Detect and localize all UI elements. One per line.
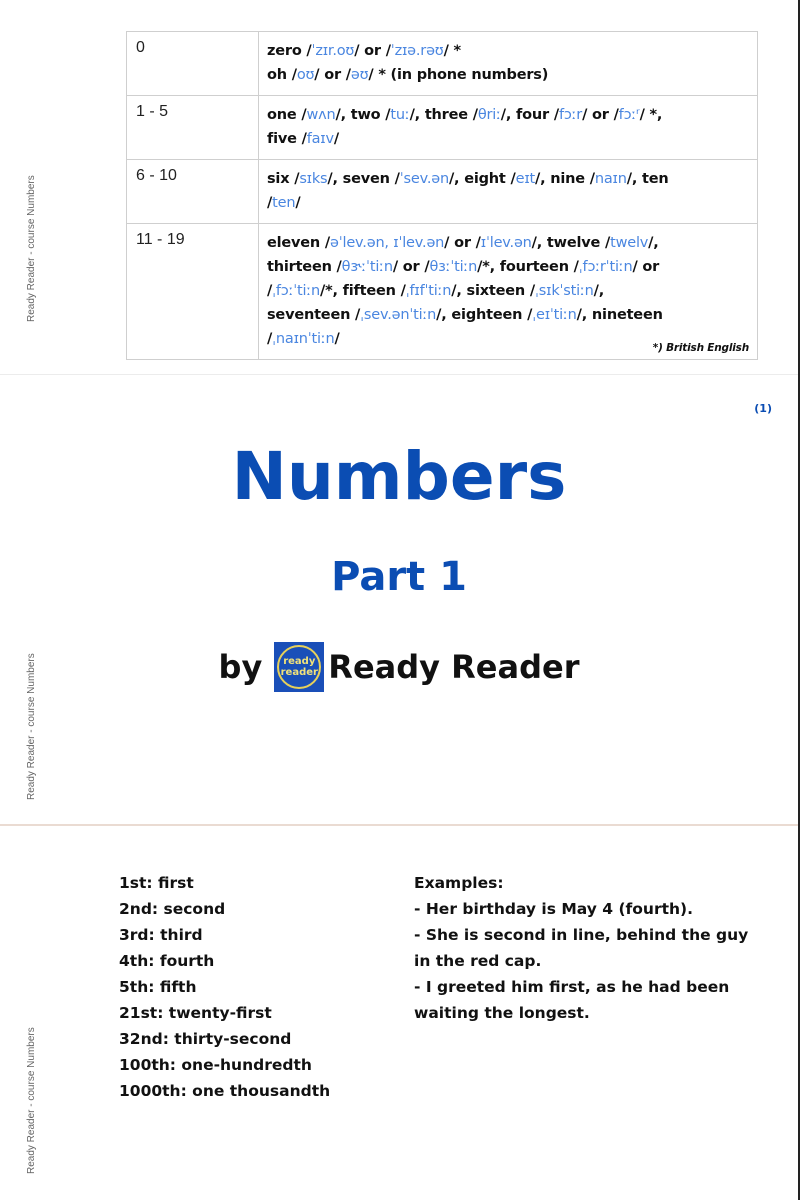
ordinal-item: 5th: fifth: [119, 978, 197, 996]
word-text: six /: [267, 171, 300, 187]
pronunciation-line: [267, 63, 749, 87]
word-text: seventeen /: [267, 307, 361, 323]
example-item: - She is second in line, behind the guy in the red cap.: [414, 926, 749, 970]
word-text: / or /: [392, 259, 430, 275]
ready-reader-logo-icon: [274, 642, 324, 692]
word-text: /: [267, 195, 273, 211]
word-text: / or: [632, 259, 660, 275]
ipa-transcription: ˌsev.ənˈtiːn: [360, 307, 437, 323]
ordinal-item: 1st: first: [119, 874, 194, 892]
pronunciation-line: [267, 191, 749, 215]
word-text: /*, fourteen /: [477, 259, 579, 275]
ipa-transcription: ˌfɪfˈtiːn: [405, 283, 452, 299]
examples-block: [414, 870, 764, 1026]
number-range-cell: 6 - 10: [127, 160, 259, 224]
table-row: [127, 160, 758, 224]
side-label: Ready Reader - course Numbers: [26, 175, 37, 322]
ipa-transcription: tuː: [390, 107, 410, 123]
ipa-transcription: ˌsɪkˈstiːn: [534, 283, 594, 299]
pronunciation-cell: [259, 32, 758, 96]
word-text: /,: [593, 283, 605, 299]
ordinal-item: 4th: fourth: [119, 952, 215, 970]
word-text: five /: [267, 131, 307, 147]
slide-title: [0, 376, 798, 826]
ipa-transcription: faɪv: [306, 131, 334, 147]
word-text: / or /: [314, 67, 351, 83]
word-text: / *: [443, 43, 461, 59]
pronunciation-line: [267, 127, 749, 151]
examples-heading: Examples:: [414, 874, 504, 892]
example-item: - Her birthday is May 4 (fourth).: [414, 900, 694, 918]
word-text: / or /: [582, 107, 619, 123]
word-text: /, eighteen /: [436, 307, 533, 323]
word-text: /: [267, 283, 273, 299]
pronunciation-line: [267, 303, 749, 327]
table-row: [127, 32, 758, 96]
word-text: eleven /: [267, 235, 330, 251]
word-text: /*, fifteen /: [320, 283, 406, 299]
word-text: /, nine /: [535, 171, 595, 187]
ipa-transcription: wʌn: [306, 107, 336, 123]
ordinal-item: 32nd: thirty-second: [119, 1030, 292, 1048]
ipa-transcription: ˌeɪˈtiːn: [532, 307, 577, 323]
ipa-transcription: ˌfɔːˈtiːn: [272, 283, 321, 299]
ipa-transcription: ˈzɪr.oʊ: [311, 43, 355, 59]
ipa-transcription: ˈsev.ən: [399, 171, 449, 187]
ordinal-item: 1000th: one thousandth: [119, 1082, 331, 1100]
word-text: /, sixteen /: [451, 283, 535, 299]
ipa-transcription: eɪt: [515, 171, 535, 187]
pronunciation-cell: [259, 160, 758, 224]
word-text: / or /: [354, 43, 391, 59]
ipa-transcription: əʊ: [350, 67, 369, 83]
byline: [0, 642, 798, 692]
word-text: /: [295, 195, 301, 211]
ipa-transcription: θɝːˈtiːn: [341, 259, 393, 275]
slide-cardinal-numbers: [0, 0, 798, 375]
ipa-transcription: ten: [272, 195, 296, 211]
pronunciation-line: [267, 231, 749, 255]
ipa-transcription: ɪˈlev.ən: [480, 235, 532, 251]
ipa-transcription: fɔːr: [558, 107, 583, 123]
word-text: /,: [648, 235, 659, 251]
word-text: /, seven /: [327, 171, 400, 187]
page-subtitle: Part 1: [331, 554, 467, 600]
slide-ordinals: [0, 828, 798, 1200]
pronunciation-cell: [259, 96, 758, 160]
ipa-transcription: θɜːˈtiːn: [429, 259, 478, 275]
word-text: /: [334, 331, 340, 347]
side-label: Ready Reader - course Numbers: [26, 1027, 37, 1174]
ipa-transcription: twelv: [610, 235, 649, 251]
footnote-british-english: *) British English: [652, 342, 749, 354]
pronunciation-line: [267, 167, 749, 191]
word-text: /: [267, 331, 273, 347]
word-text: /: [333, 131, 339, 147]
ipa-transcription: ˌfɔːrˈtiːn: [578, 259, 633, 275]
word-text: / or /: [444, 235, 481, 251]
ipa-transcription: naɪn: [594, 171, 627, 187]
word-text: /, twelve /: [531, 235, 611, 251]
ipa-transcription: θriː: [477, 107, 501, 123]
ordinal-item: 3rd: third: [119, 926, 203, 944]
side-label: Ready Reader - course Numbers: [26, 653, 37, 800]
word-text: /, three /: [409, 107, 478, 123]
word-text: oh /: [267, 67, 297, 83]
ordinal-item: 21st: twenty-first: [119, 1004, 272, 1022]
word-text: one /: [267, 107, 307, 123]
ipa-transcription: fɔːʳ: [618, 107, 640, 123]
ipa-transcription: sɪks: [299, 171, 328, 187]
ordinals-list: [119, 870, 330, 1104]
logo-text-1: ready: [283, 656, 316, 667]
word-text: / *,: [639, 107, 663, 123]
number-range-cell: 1 - 5: [127, 96, 259, 160]
number-range-cell: 11 - 19: [127, 224, 259, 360]
word-text: zero /: [267, 43, 312, 59]
ipa-transcription: ˈzɪə.rəʊ: [390, 43, 444, 59]
number-range-cell: 0: [127, 32, 259, 96]
byline-by: by: [218, 648, 263, 686]
word-text: /, two /: [335, 107, 391, 123]
ipa-transcription: əˈlev.ən, ɪˈlev.ən: [330, 235, 445, 251]
pronunciation-cell: [259, 224, 758, 360]
table-row: [127, 96, 758, 160]
word-text: / * (in phone numbers): [368, 67, 549, 83]
numbers-table: [126, 31, 758, 360]
ordinal-item: 100th: one-hundredth: [119, 1056, 312, 1074]
pronunciation-line: [267, 103, 749, 127]
word-text: /, four /: [500, 107, 559, 123]
page-title: Numbers: [231, 438, 567, 515]
word-text: /, ten: [626, 171, 669, 187]
brand-name: Ready Reader: [328, 648, 580, 686]
pronunciation-line: [267, 279, 749, 303]
ipa-transcription: ˌnaɪnˈtiːn: [272, 331, 335, 347]
example-item: - I greeted him first, as he had been waiting the longest.: [414, 978, 730, 1022]
word-text: thirteen /: [267, 259, 342, 275]
page-number: (1): [754, 402, 772, 415]
ordinal-item: 2nd: second: [119, 900, 226, 918]
logo-ring: [277, 645, 321, 689]
word-text: /, nineteen: [576, 307, 663, 323]
logo-text-2: reader: [280, 667, 318, 678]
table-row: [127, 224, 758, 360]
ipa-transcription: oʊ: [296, 67, 315, 83]
pronunciation-line: [267, 39, 749, 63]
word-text: /, eight /: [448, 171, 516, 187]
pronunciation-line: [267, 255, 749, 279]
